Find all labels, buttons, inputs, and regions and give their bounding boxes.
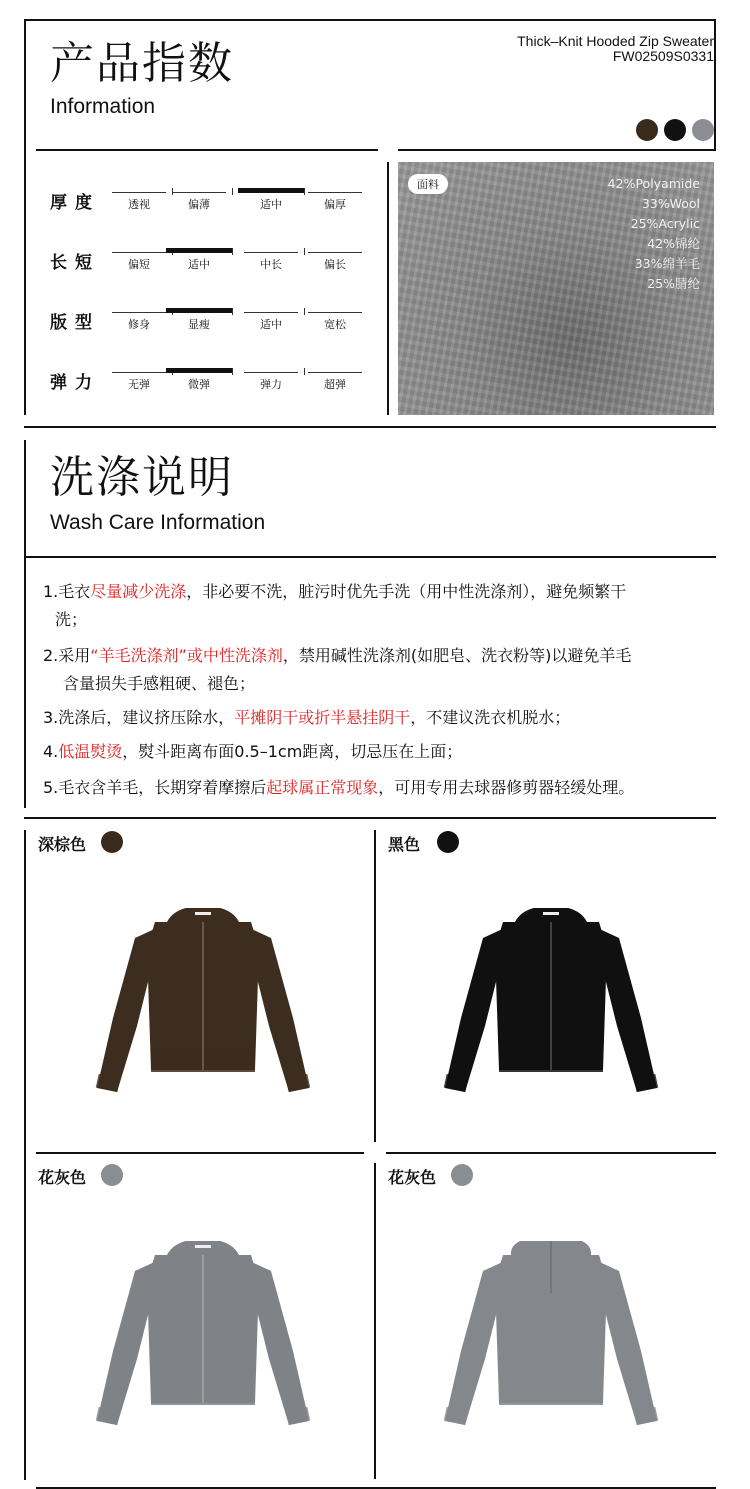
care-top-border (24, 426, 716, 428)
care-text: 2.采用 (43, 646, 91, 665)
care-text: 4. (43, 742, 59, 761)
care-continuation: 洗； (55, 610, 88, 629)
index-option-label: 无弹 (128, 378, 150, 391)
colors-mid-line-right (386, 1152, 716, 1154)
index-option-label: 超弹 (324, 378, 346, 391)
index-row-label: 弹力 (50, 373, 100, 393)
care-text: ，熨斗距离布面0.5–1cm距离，切忌压在上面； (122, 742, 463, 761)
product-name: Thick–Knit Hooded Zip Sweater (517, 33, 714, 49)
color-dot (101, 831, 123, 853)
colors-top-border (24, 817, 716, 819)
index-option-bar (308, 192, 362, 193)
composition-line: 42%锦纶 (647, 236, 700, 251)
index-option-label: 偏短 (128, 258, 150, 271)
care-text: ，可用专用去球器修剪器轻缓处理。 (378, 778, 635, 797)
colors-mid-line-left (36, 1152, 364, 1154)
top-border (24, 19, 716, 21)
index-option-bar (112, 192, 166, 193)
index-option-bar (112, 372, 166, 373)
fabric-tag: 面料 (408, 174, 448, 194)
care-item (43, 774, 711, 802)
color-label: 花灰色 (38, 1168, 87, 1187)
care-left-border (24, 440, 26, 808)
fabric-swatch (398, 162, 714, 415)
product-code: FW02509S0331 (612, 48, 714, 64)
index-tick (304, 368, 305, 375)
index-tick (304, 188, 305, 195)
index-option-label: 偏薄 (188, 198, 210, 211)
index-option-bar (308, 372, 362, 373)
care-highlight: 低温熨烫 (58, 742, 123, 761)
index-tick (232, 248, 233, 255)
index-tick (232, 308, 233, 315)
index-tick (232, 368, 233, 375)
color-dot-brown (636, 119, 658, 141)
care-divider (24, 556, 716, 558)
composition-line: 42%Polyamide (607, 176, 700, 191)
care-text: ，禁用碱性洗涤剂(如肥皂、洗衣粉等)以避免羊毛 (282, 646, 632, 665)
product-name-block (517, 34, 714, 64)
divider-left (36, 149, 378, 151)
index-tick (232, 188, 233, 195)
care-text: ，不建议洗衣机脱水； (410, 708, 571, 727)
index-option-label: 适中 (188, 258, 210, 271)
composition-line: 33%绵羊毛 (634, 256, 700, 271)
color-label: 深棕色 (38, 835, 87, 854)
index-option-label: 修身 (128, 318, 150, 331)
color-dot (451, 1164, 473, 1186)
index-option-bar (244, 312, 298, 313)
care-title: 洗涤说明 (50, 452, 234, 503)
index-option-bar (244, 252, 298, 253)
index-option-bar (308, 252, 362, 253)
index-option-label: 适中 (260, 198, 282, 211)
color-label: 黑色 (388, 835, 421, 854)
color-dot-black (664, 119, 686, 141)
care-continuation: 含量损失手感粗硬、褪色； (63, 674, 256, 693)
care-highlight: “羊毛洗涤剂”或中性洗涤剂 (90, 646, 283, 665)
divider-right (398, 149, 716, 151)
index-option-bar-selected (166, 368, 232, 373)
care-item (43, 578, 711, 634)
index-row-label: 厚度 (50, 193, 100, 213)
left-border (24, 19, 26, 415)
sweater-front-image (431, 908, 671, 1108)
index-option-bar-selected (238, 188, 304, 193)
color-dot-grey (692, 119, 714, 141)
care-highlight: 起球属正常现象 (266, 778, 379, 797)
index-row-label: 版型 (50, 313, 100, 333)
fabric-composition (608, 174, 700, 294)
care-item (43, 704, 711, 732)
care-text: 3.洗涤后，建议挤压除水， (43, 708, 235, 727)
care-item (43, 642, 711, 698)
index-option-bar (244, 372, 298, 373)
care-text: ，非必要不洗，脏污时优先手洗（用中性洗涤剂），避免频繁干 (186, 582, 627, 601)
index-option-label: 适中 (260, 318, 282, 331)
index-option-bar (112, 252, 166, 253)
index-option-label: 透视 (128, 198, 150, 211)
care-text: 1.毛衣 (43, 582, 91, 601)
colors-center-line-bottom (374, 1163, 376, 1479)
index-option-bar (172, 192, 226, 193)
page-subtitle: Information (50, 95, 156, 118)
page-title: 产品指数 (50, 38, 234, 89)
index-option-label: 弹力 (260, 378, 282, 391)
index-option-label: 偏厚 (324, 198, 346, 211)
color-dot (101, 1164, 123, 1186)
care-item (43, 738, 711, 766)
composition-line: 25%腈纶 (647, 276, 700, 291)
sweater-front-image (83, 908, 323, 1108)
care-highlight: 平摊阴干或折半悬挂阴干 (234, 708, 411, 727)
colors-left-border (24, 830, 26, 1480)
color-label: 花灰色 (388, 1168, 437, 1187)
colors-center-line-top (374, 830, 376, 1142)
index-option-label: 宽松 (324, 318, 346, 331)
care-text: 5.毛衣含羊毛，长期穿着摩擦后 (43, 778, 267, 797)
care-highlight: 尽量减少洗涤 (90, 582, 187, 601)
index-option-label: 中长 (260, 258, 282, 271)
composition-line: 33%Wool (641, 196, 700, 211)
vertical-divider (387, 162, 389, 415)
right-border-top (714, 19, 716, 149)
index-option-label: 微弹 (188, 378, 210, 391)
color-dot (437, 831, 459, 853)
composition-line: 25%Acrylic (630, 216, 700, 231)
index-option-label: 显瘦 (188, 318, 210, 331)
sweater-back-image (431, 1241, 671, 1441)
index-option-bar (308, 312, 362, 313)
index-option-bar-selected (166, 308, 232, 313)
index-option-label: 偏长 (324, 258, 346, 271)
index-option-bar-selected (166, 248, 232, 253)
index-tick (304, 308, 305, 315)
index-option-bar (112, 312, 166, 313)
care-subtitle: Wash Care Information (50, 511, 266, 534)
index-row-label: 长短 (50, 253, 100, 273)
sweater-front-image (83, 1241, 323, 1441)
index-tick (304, 248, 305, 255)
